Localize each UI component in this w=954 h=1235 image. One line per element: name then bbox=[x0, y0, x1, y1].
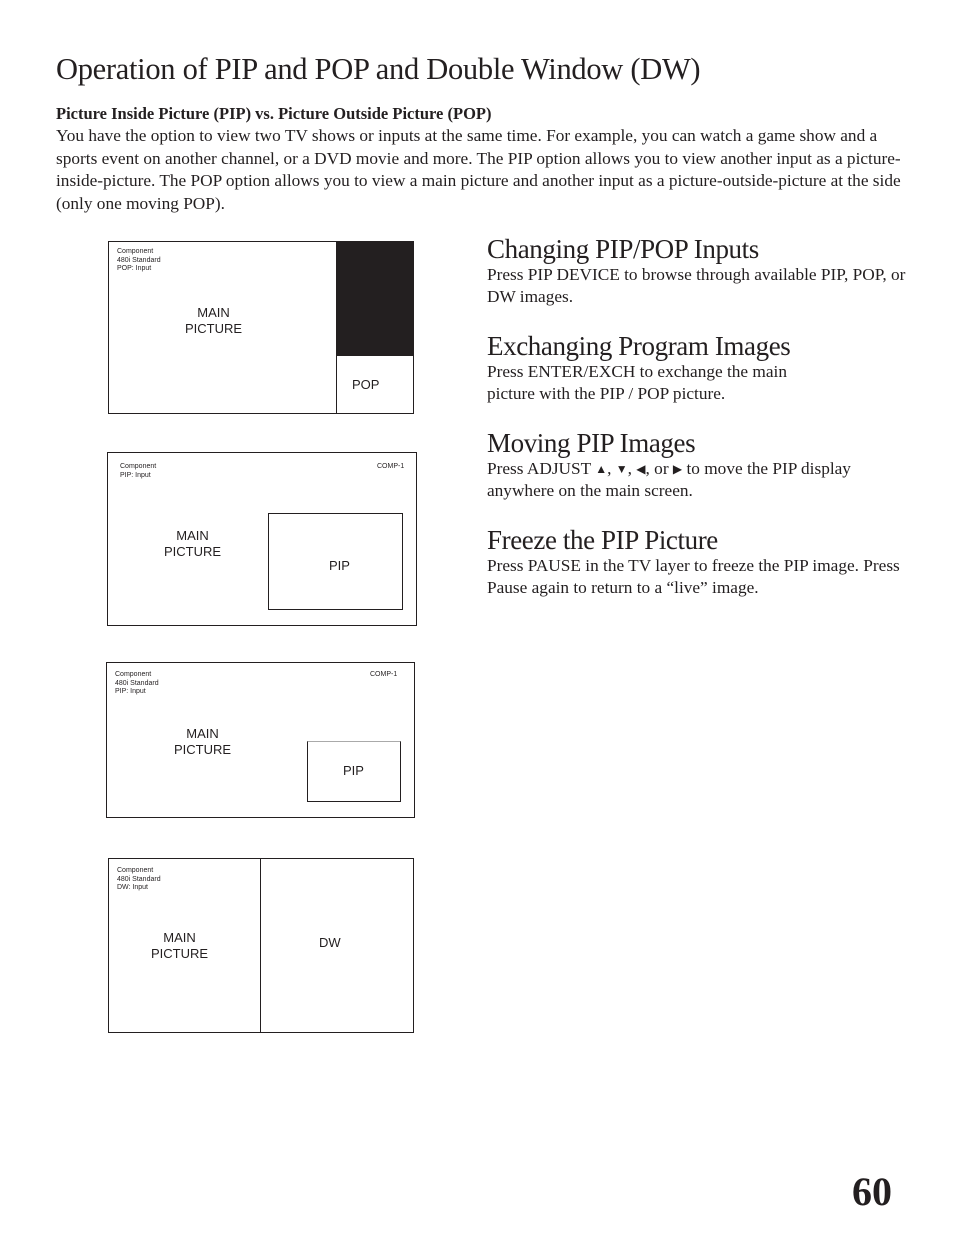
main-picture-label: MAIN PICTURE bbox=[151, 930, 209, 961]
section-heading: Exchanging Program Images bbox=[487, 331, 791, 361]
left-arrow-icon: ◀ bbox=[636, 462, 646, 476]
main-picture-label: MAIN PICTURE bbox=[185, 305, 243, 336]
section-body: Press PAUSE in the TV layer to freeze the PIP image. Press Pause again to return to a “live” image. bbox=[487, 556, 900, 598]
diagram-info-text: Component 480i Standard POP: Input bbox=[117, 248, 161, 273]
section-changing-inputs bbox=[487, 234, 907, 309]
pip-diagram bbox=[107, 452, 417, 626]
body-suffix: to move the PIP display anywhere on the main screen. bbox=[487, 459, 851, 501]
section-heading: Freeze the PIP Picture bbox=[487, 525, 718, 555]
section-body: Press ENTER/EXCH to exchange the main picture with the PIP / POP picture. bbox=[487, 362, 787, 404]
main-picture-label: MAIN PICTURE bbox=[174, 726, 232, 757]
intro-paragraph bbox=[56, 103, 901, 215]
diagram-info-text: Component 480i Standard DW: Input bbox=[117, 867, 161, 892]
pip-small-diagram bbox=[106, 662, 415, 818]
main-picture-label: MAIN PICTURE bbox=[164, 528, 222, 559]
section-body: Press PIP DEVICE to browse through available PIP, POP, or DW images. bbox=[487, 265, 906, 307]
page-number: 60 bbox=[852, 1169, 892, 1214]
pop-image-area bbox=[336, 242, 414, 355]
separator: , or bbox=[645, 459, 669, 478]
body-prefix: Press ADJUST bbox=[487, 459, 591, 478]
diagram-info-text: Component 480i Standard PIP: Input bbox=[115, 671, 159, 696]
section-moving-pip bbox=[487, 428, 907, 503]
dw-label: DW bbox=[319, 935, 341, 950]
pop-diagram bbox=[108, 241, 414, 414]
source-label: COMP-1 bbox=[370, 671, 398, 678]
diagram-info-text: Component PIP: Input bbox=[120, 463, 157, 479]
pip-label: PIP bbox=[343, 763, 364, 778]
section-body bbox=[487, 458, 907, 503]
pop-label: POP bbox=[352, 377, 380, 392]
source-label: COMP-1 bbox=[377, 463, 405, 470]
down-arrow-icon: ▼ bbox=[615, 462, 628, 476]
dw-divider bbox=[260, 859, 261, 1032]
section-exchanging-images bbox=[487, 331, 907, 406]
intro-subheading: Picture Inside Picture (PIP) vs. Picture Outside Picture (POP) bbox=[56, 104, 492, 123]
page-title: Operation of PIP and POP and Double Window (DW) bbox=[56, 52, 701, 86]
section-freeze-pip bbox=[487, 525, 907, 600]
section-heading: Changing PIP/POP Inputs bbox=[487, 234, 759, 264]
right-arrow-icon: ▶ bbox=[672, 462, 683, 476]
section-heading: Moving PIP Images bbox=[487, 428, 696, 458]
separator: , bbox=[627, 459, 632, 478]
intro-body: You have the option to view two TV shows or inputs at the same time. For example, you can watch a game show and a sports event on another channel, or a DVD movie and more. The PIP option allows you to view another input as a picture-inside-picture. The POP option allows you to view a main picture and another input as a picture-outside-picture at the side (only one moving POP). bbox=[56, 126, 901, 213]
pip-label: PIP bbox=[329, 558, 350, 573]
separator: , bbox=[607, 459, 612, 478]
up-arrow-icon: ▲ bbox=[595, 462, 608, 476]
dw-diagram bbox=[108, 858, 414, 1033]
